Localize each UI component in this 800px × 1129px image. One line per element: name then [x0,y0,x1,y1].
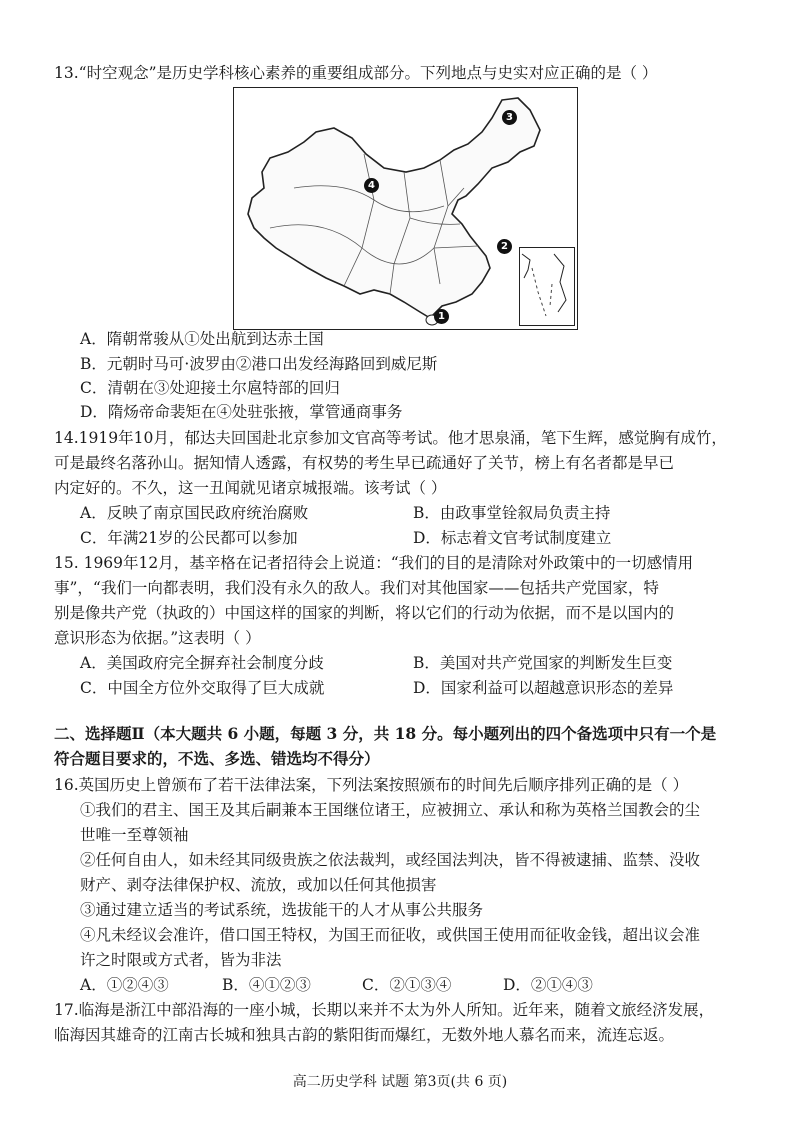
q16-option-c: C．②①③④ [362,976,452,994]
q14-option-b: B．由政事堂铨叙局负责主持 [413,504,611,522]
q15-option-d: D．国家利益可以超越意识形态的差异 [413,679,674,697]
q16-line-5: 财产、剥夺法律保护权、流放，或加以任何其他损害 [80,876,437,894]
section-2-heading-line-2: 符合题目要求的，不选、多选、错选均不得分） [54,749,380,768]
q14-option-a: A．反映了南京国民政府统治腐败 [80,504,309,522]
q13-option-d: D．隋炀帝命裴矩在④处驻张掖，掌管通商事务 [80,403,403,421]
q15-line-3: 别是像共产党（执政的）中国这样的国家的判断，将以它们的行动为依据，而不是以国内的 [54,604,675,622]
q16-line-1: 16.英国历史上曾颁布了若干法律法案，下列法案按照颁布的时间先后顺序排列正确的是（ ） [54,776,689,794]
q17-line-2: 临海因其雄奇的江南古长城和独具古韵的紫阳街而爆红，无数外地人慕名而来，流连忘返。 [54,1026,675,1044]
q15-line-1: 15. 1969年12月，基辛格在记者招待会上说道：“我们的目的是清除对外政策中的一切感情用 [54,554,694,572]
map-marker-1: 1 [434,309,449,324]
q15-line-4: 意识形态为依据。”这表明（ ） [54,629,261,647]
section-2-heading-line-1: 二、选择题Ⅱ（本大题共 6 小题，每题 3 分，共 18 分。每小题列出的四个备选项中只有一个是 [54,724,717,743]
q14-option-c: C．年满21岁的公民都可以参加 [80,529,298,547]
q17-line-1: 17.临海是浙江中部沿海的一座小城，长期以来并不太为外人所知。近年来，随着文旅经济发展， [54,1001,715,1019]
q14-line-3: 内定好的。不久，这一丑闻就见诸京城报端。该考试（ ） [54,479,447,497]
map-marker-4: 4 [364,178,379,193]
q15-line-2: 事”，“我们一向都表明，我们没有永久的敌人。我们对其他国家——包括共产党国家，特 [54,579,659,597]
q14-line-1: 14.1919年10月，郁达夫回国赴北京参加文官高等考试。他才思泉涌，笔下生辉，感觉胸有成竹， [54,429,727,447]
q16-option-d: D．②①④③ [503,976,593,994]
q13-stem: 13.“时空观念”是历史学科核心素养的重要组成部分。下列地点与史实对应正确的是（ ） [54,64,658,82]
map-marker-3: 3 [502,110,517,125]
q13-option-c: C．清朝在③处迎接土尔扈特部的回归 [80,379,340,397]
q16-line-2: ①我们的君主、国王及其后嗣兼本王国继位诸王，应被拥立、承认和称为英格兰国教会的尘 [80,801,701,819]
q14-option-d: D．标志着文官考试制度建立 [413,529,612,547]
q16-line-3: 世唯一至尊领袖 [80,826,189,844]
q15-option-c: C．中国全方位外交取得了巨大成就 [80,679,325,697]
inset-outline [520,248,574,325]
q16-line-4: ②任何自由人，如未经其同级贵族之依法裁判，或经国法判决，皆不得被逮捕、监禁、没收 [80,851,701,869]
q16-option-b: B．④①②③ [222,976,311,994]
map-marker-2: 2 [497,239,512,254]
q14-line-2: 可是最终名落孙山。据知情人透露，有权势的考生早已疏通好了关节，榜上有名者都是早已 [54,454,675,472]
q15-option-a: A．美国政府完全摒弃社会制度分歧 [80,654,324,672]
south-china-sea-inset [519,247,575,326]
page-footer: 高二历史学科 试题 第3页(共 6 页) [292,1074,508,1090]
q13-option-a: A．隋朝常骏从①处出航到达赤土国 [80,330,324,348]
q16-line-6: ③通过建立适当的考试系统，选拔能干的人才从事公共服务 [80,901,484,919]
q16-option-a: A．①②④③ [80,976,169,994]
q16-line-7: ④凡未经议会准许，借口国王特权，为国王而征收，或供国王使用而征收金钱，超出议会准 [80,926,701,944]
q15-option-b: B．美国对共产党国家的判断发生巨变 [413,654,673,672]
q13-option-b: B．元朝时马可·波罗由②港口出发经海路回到威尼斯 [80,355,438,373]
q16-line-8: 许之时限或方式者，皆为非法 [80,951,282,969]
